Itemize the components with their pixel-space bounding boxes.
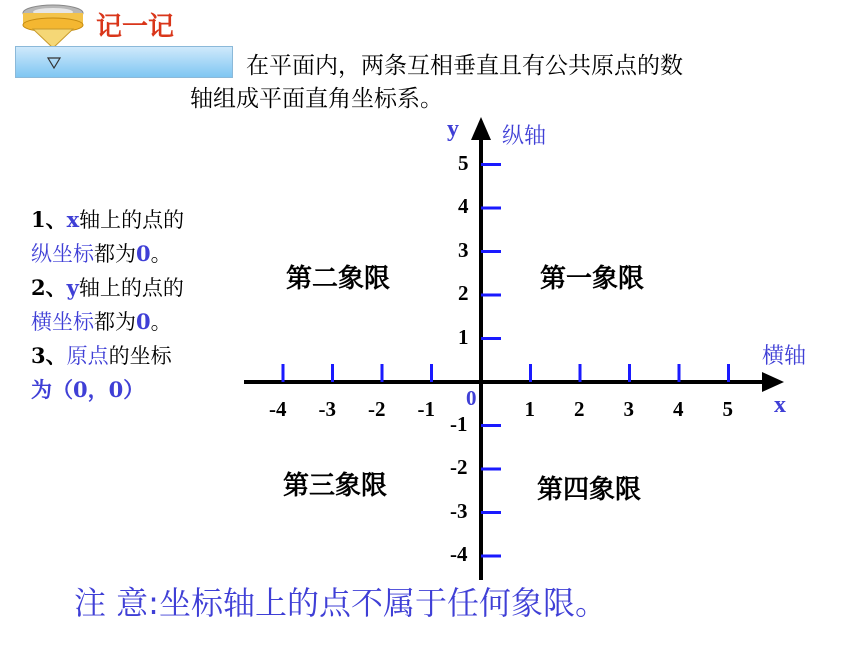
y-tick-label: 4 bbox=[458, 194, 469, 218]
x-axis-name: 横轴 bbox=[762, 344, 807, 369]
note-3-line-2: 为（0，0） bbox=[31, 377, 145, 402]
note-2-line-2: 横坐标都为0。 bbox=[31, 309, 172, 334]
y-tick-label: -1 bbox=[450, 411, 468, 436]
y-tick-label: -4 bbox=[450, 542, 468, 566]
x-tick-label: 4 bbox=[673, 397, 684, 421]
quadrant-4-label: 第四象限 bbox=[537, 475, 642, 505]
x-tick-label: 5 bbox=[722, 397, 733, 421]
x-tick-label: -4 bbox=[269, 397, 287, 421]
x-tick-label: -2 bbox=[368, 397, 386, 421]
x-tick-label: 2 bbox=[574, 397, 585, 421]
intro-line-2: 轴组成平面直角坐标系。 bbox=[190, 86, 443, 112]
footer-note: 注 意:坐标轴上的点不属于任何象限。 bbox=[74, 584, 607, 622]
x-tick-label: 1 bbox=[524, 397, 535, 421]
page-title: 记一记 bbox=[96, 12, 175, 42]
y-tick-label: 1 bbox=[458, 324, 469, 349]
note-1-line-1: 1、x轴上的点的 bbox=[31, 207, 185, 232]
y-tick-label: 3 bbox=[458, 237, 469, 262]
x-tick-label: -1 bbox=[417, 397, 435, 421]
y-axis-arrow bbox=[471, 117, 491, 140]
note-2-line-1: 2、y轴上的点的 bbox=[31, 275, 184, 300]
x-axis-arrow bbox=[762, 372, 784, 392]
x-tick-label: 3 bbox=[623, 397, 634, 421]
y-tick-label: -3 bbox=[450, 498, 468, 523]
y-tick-label: -2 bbox=[450, 455, 468, 479]
origin-label: 0 bbox=[466, 386, 477, 410]
quadrant-1-label: 第一象限 bbox=[540, 264, 645, 294]
y-tick-label: 2 bbox=[458, 281, 469, 305]
note-1-line-2: 纵坐标都为0。 bbox=[31, 241, 172, 266]
y-axis-name: 纵轴 bbox=[502, 124, 547, 149]
x-axis-variable: x bbox=[774, 392, 786, 418]
quadrant-3-label: 第三象限 bbox=[283, 471, 388, 501]
x-tick-label: -3 bbox=[318, 397, 336, 421]
quadrant-2-label: 第二象限 bbox=[286, 264, 391, 294]
intro-line-1: 在平面内，两条互相垂直且有公共原点的数 bbox=[246, 53, 683, 79]
y-axis-variable: y bbox=[447, 116, 459, 142]
note-3-line-1: 3、原点的坐标 bbox=[31, 343, 172, 368]
y-tick-label: 5 bbox=[458, 150, 469, 175]
